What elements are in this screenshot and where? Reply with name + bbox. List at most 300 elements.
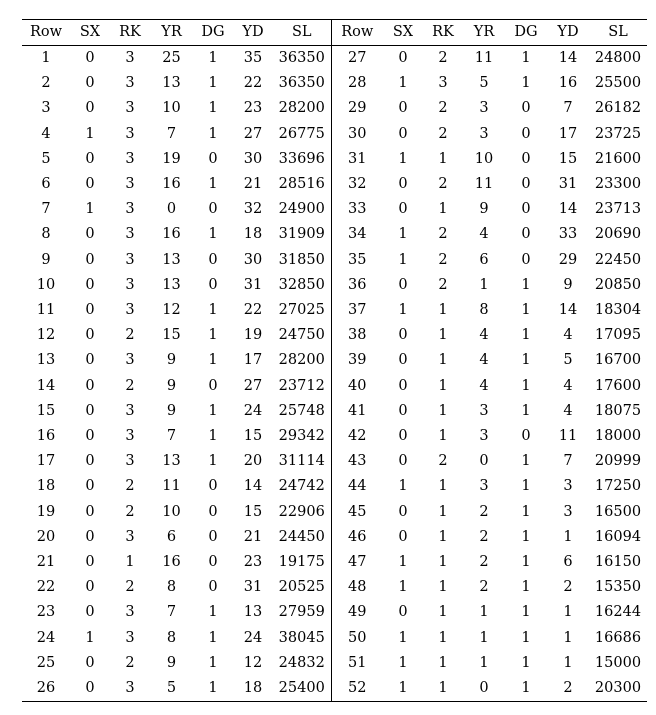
table-cell: 16244 [594, 604, 642, 621]
table-cell: 4 [479, 226, 489, 243]
table-cell: 7 [166, 125, 177, 142]
table-cell: 15 [558, 150, 578, 167]
table-cell: 1 [398, 150, 408, 167]
table-cell: 15 [36, 402, 56, 419]
table-cell: 0 [85, 528, 95, 545]
table-cell: 49 [348, 604, 367, 621]
table-cell: 0 [85, 453, 95, 470]
table-cell: 16 [162, 226, 181, 243]
table-cell: 7 [166, 428, 177, 445]
table-cell: 1 [208, 629, 218, 646]
table-row [22, 399, 647, 424]
table-cell: 1 [521, 528, 531, 545]
table-cell: 2 [479, 554, 489, 571]
column-header-yd-right: YD [547, 20, 589, 46]
table-cell: 1 [521, 453, 531, 470]
table-cell: 16094 [594, 528, 642, 545]
table-cell: 33696 [273, 147, 331, 172]
table-row [22, 474, 647, 499]
table-cell: 1 [438, 352, 448, 369]
table-cell: 9 [41, 251, 51, 268]
table-cell: 13 [162, 276, 181, 293]
table-cell: 3 [125, 50, 135, 66]
table-cell: 7 [563, 453, 573, 470]
table-cell: 18 [36, 478, 56, 495]
table-cell: 21 [243, 528, 263, 545]
column-header-yd-left: YD [233, 20, 273, 46]
table-cell: 1 [85, 201, 95, 218]
table-cell: 1 [438, 150, 448, 167]
table-cell: 0 [398, 402, 408, 419]
table-cell: 1 [398, 251, 408, 268]
table-cell: 27 [243, 125, 263, 142]
table-cell: 0 [398, 276, 408, 293]
table-cell: 3 [125, 201, 135, 218]
table-cell: 0 [398, 377, 408, 394]
table-cell: 0 [208, 150, 218, 167]
table-cell: 16 [36, 428, 56, 445]
table-cell: 1 [438, 654, 448, 671]
table-cell: 0 [85, 503, 95, 520]
table-cell: 2 [125, 654, 135, 671]
table-row [22, 147, 647, 172]
table-cell: 1 [398, 579, 408, 596]
table-cell: 1 [423, 676, 463, 702]
table-cell: 8 [41, 226, 51, 243]
table-cell: 1 [521, 327, 531, 344]
table-cell: 2 [41, 75, 51, 92]
table-cell: 0 [398, 201, 408, 218]
table-cell: 11 [474, 50, 494, 66]
table-cell: 23713 [594, 201, 642, 218]
table-cell: 6 [563, 554, 573, 571]
table-cell: 24832 [273, 651, 331, 676]
table-cell: 3 [125, 100, 135, 117]
table-cell: 0 [398, 604, 408, 621]
table-row [22, 626, 647, 651]
table-cell: 1 [521, 604, 531, 621]
table-cell: 0 [398, 428, 408, 445]
table-cell: 1 [521, 50, 531, 66]
table-cell: 18000 [594, 428, 642, 445]
table-cell: 1 [85, 629, 95, 646]
table-cell: 1 [563, 629, 573, 646]
table-cell: 1 [398, 226, 408, 243]
table-row [22, 550, 647, 575]
table-cell: 0 [521, 100, 531, 117]
table-cell: 2 [438, 251, 448, 268]
table-cell: 3 [125, 402, 135, 419]
table-cell: 31 [348, 150, 367, 167]
table-cell: 6 [166, 528, 177, 545]
table-row [22, 46, 647, 72]
table-cell: 15 [243, 503, 263, 520]
table-cell: 14 [558, 201, 578, 218]
table-cell: 3 [110, 676, 150, 702]
table-cell: 0 [85, 226, 95, 243]
table-cell: 6 [479, 251, 489, 268]
table-cell: 0 [208, 276, 218, 293]
table-cell: 10 [474, 150, 494, 167]
table-cell: 29 [348, 100, 367, 117]
table-cell: 0 [166, 201, 177, 218]
table-cell: 1 [521, 402, 531, 419]
table-cell: 11 [558, 428, 578, 445]
table-row [22, 71, 647, 96]
table-cell: 16686 [594, 629, 642, 646]
table-cell: 0 [463, 676, 505, 702]
table-cell: 0 [521, 201, 531, 218]
table-cell: 3 [125, 629, 135, 646]
table-cell: 3 [125, 276, 135, 293]
table-cell: 1 [438, 503, 448, 520]
table-cell: 31 [243, 579, 263, 596]
table-cell: 3 [125, 428, 135, 445]
table-cell: 22 [243, 75, 263, 92]
table-cell: 16 [162, 176, 181, 193]
table-cell: 35 [348, 251, 367, 268]
table-cell: 0 [85, 276, 95, 293]
table-cell: 0 [85, 352, 95, 369]
table-cell: 31850 [273, 248, 331, 273]
table-cell: 15 [162, 327, 181, 344]
table-row [22, 248, 647, 273]
table-row [22, 500, 647, 525]
table-cell: 2 [125, 327, 135, 344]
table-cell: 0 [208, 251, 218, 268]
table-row [22, 449, 647, 474]
table-cell: 0 [85, 302, 95, 319]
table-cell: 1 [398, 629, 408, 646]
table-cell: 3 [479, 402, 489, 419]
table-cell: 3 [479, 428, 489, 445]
table-cell: 1 [521, 579, 531, 596]
table-cell: 1 [521, 352, 531, 369]
table-cell: 1 [479, 654, 489, 671]
table-cell: 23725 [594, 125, 642, 142]
table-cell: 3 [125, 352, 135, 369]
table-cell: 1 [521, 377, 531, 394]
table-cell: 12 [36, 327, 56, 344]
table-cell: 19175 [273, 550, 331, 575]
table-cell: 1 [438, 327, 448, 344]
table-row [22, 298, 647, 323]
table-cell: 4 [563, 327, 573, 344]
table-cell: 41 [348, 402, 367, 419]
column-header-sx-right: SX [383, 20, 423, 46]
table-cell: 23712 [273, 374, 331, 399]
table-cell: 2 [438, 125, 448, 142]
table-cell: 19 [162, 150, 181, 167]
table-cell: 1 [398, 554, 408, 571]
table-cell: 36350 [273, 71, 331, 96]
table-cell: 0 [208, 503, 218, 520]
table-cell: 18304 [594, 302, 642, 319]
table-cell: 0 [85, 327, 95, 344]
table-cell: 0 [85, 377, 95, 394]
table-cell: 17 [558, 125, 578, 142]
table-cell: 4 [41, 125, 51, 142]
table-cell: 8 [166, 579, 177, 596]
table-cell: 1 [383, 676, 423, 702]
table-cell: 0 [398, 528, 408, 545]
table-cell: 15350 [594, 579, 642, 596]
table-cell: 48 [348, 579, 367, 596]
table-cell: 31 [243, 276, 263, 293]
table-cell: 5 [479, 75, 489, 92]
table-cell: 0 [85, 251, 95, 268]
table-cell: 30 [348, 125, 367, 142]
table-cell: 39 [348, 352, 367, 369]
table-cell: 15 [243, 428, 263, 445]
table-cell: 0 [85, 50, 95, 66]
table-cell: 1 [208, 428, 218, 445]
table-cell: 40 [348, 377, 367, 394]
table-cell: 3 [125, 150, 135, 167]
table-cell: 2 [125, 478, 135, 495]
table-cell: 24450 [273, 525, 331, 550]
table-row [22, 600, 647, 625]
table-cell: 1 [479, 629, 489, 646]
table-cell: 13 [36, 352, 56, 369]
table-cell: 17 [243, 352, 263, 369]
table-row [22, 348, 647, 373]
table-cell: 5 [41, 150, 51, 167]
table-cell: 25748 [273, 399, 331, 424]
table-cell: 1 [438, 554, 448, 571]
table-row [22, 525, 647, 550]
column-header-sl-right: SL [589, 20, 647, 46]
table-cell: 24 [243, 402, 263, 419]
table-cell: 22450 [594, 251, 642, 268]
column-header-yr-left: YR [150, 20, 193, 46]
table-row [22, 424, 647, 449]
table-cell: 10 [162, 100, 181, 117]
table-row [22, 323, 647, 348]
table-cell: 18 [243, 226, 263, 243]
table-cell: 17 [36, 453, 56, 470]
table-cell: 21 [36, 554, 56, 571]
table-cell: 20850 [594, 276, 642, 293]
table-cell: 1 [208, 402, 218, 419]
table-cell: 20690 [594, 226, 642, 243]
table-cell: 0 [398, 503, 408, 520]
table-cell: 34 [348, 226, 367, 243]
table-cell: 1 [563, 528, 573, 545]
column-header-dg-left: DG [193, 20, 233, 46]
table-cell: 0 [85, 402, 95, 419]
table-cell: 20 [243, 453, 263, 470]
table-cell: 1 [208, 226, 218, 243]
table-cell: 22906 [273, 500, 331, 525]
table-cell: 5 [563, 352, 573, 369]
table-cell: 1 [208, 50, 218, 66]
table-cell: 19 [243, 327, 263, 344]
table-cell: 1 [521, 554, 531, 571]
table-cell: 29342 [273, 424, 331, 449]
table-cell: 12 [162, 302, 181, 319]
header-row [22, 20, 647, 46]
table-cell: 10 [36, 276, 56, 293]
table-cell: 13 [162, 453, 181, 470]
table-cell: 1 [521, 302, 531, 319]
table-cell: 1 [438, 201, 448, 218]
table-cell: 27025 [273, 298, 331, 323]
table-cell: 1 [521, 629, 531, 646]
table-cell: 7 [41, 201, 51, 218]
table-cell: 2 [438, 50, 448, 66]
table-cell: 2 [125, 503, 135, 520]
table-cell: 24 [36, 629, 56, 646]
table-cell: 14 [243, 478, 263, 495]
table-row [22, 197, 647, 222]
table-cell: 36350 [273, 46, 331, 72]
table-cell: 28516 [273, 172, 331, 197]
table-cell: 13 [162, 251, 181, 268]
table-cell: 2 [479, 503, 489, 520]
table-cell: 24742 [273, 474, 331, 499]
table-cell: 3 [479, 125, 489, 142]
table-cell: 23300 [594, 176, 642, 193]
table-cell: 0 [85, 654, 95, 671]
table-cell: 0 [398, 100, 408, 117]
column-header-yr-right: YR [463, 20, 505, 46]
table-cell: 1 [208, 654, 218, 671]
table-cell: 1 [85, 125, 95, 142]
table-cell: 0 [85, 150, 95, 167]
table-cell: 1 [208, 125, 218, 142]
table-cell: 25 [36, 654, 56, 671]
table-cell: 1 [208, 352, 218, 369]
table-cell: 9 [166, 402, 177, 419]
table-cell: 21 [243, 176, 263, 193]
table-cell: 20300 [589, 676, 647, 702]
table-cell: 1 [563, 604, 573, 621]
table-cell: 3 [41, 100, 51, 117]
table-cell: 3 [438, 75, 448, 92]
table-cell: 11 [474, 176, 494, 193]
table-cell: 0 [208, 478, 218, 495]
table-cell: 1 [438, 402, 448, 419]
table-cell: 8 [166, 629, 177, 646]
table-cell: 0 [208, 579, 218, 596]
table-cell: 1 [208, 604, 218, 621]
table-body [22, 46, 647, 702]
table-cell: 0 [208, 377, 218, 394]
table-cell: 0 [85, 428, 95, 445]
table-cell: 1 [398, 654, 408, 671]
table-row [22, 676, 647, 702]
table-cell: 1 [505, 676, 547, 702]
table-cell: 2 [438, 100, 448, 117]
table-cell: 51 [348, 654, 367, 671]
table-cell: 37 [348, 302, 367, 319]
table-cell: 17600 [594, 377, 642, 394]
table-cell: 23 [36, 604, 56, 621]
table-row [22, 122, 647, 147]
table-cell: 30 [243, 251, 263, 268]
table-cell: 1 [563, 654, 573, 671]
table-cell: 42 [348, 428, 367, 445]
table-cell: 0 [398, 125, 408, 142]
table-cell: 16700 [594, 352, 642, 369]
table-cell: 1 [438, 377, 448, 394]
table-cell: 4 [563, 402, 573, 419]
table-cell: 28200 [273, 96, 331, 121]
table-cell: 18075 [594, 402, 642, 419]
table-cell: 1 [438, 629, 448, 646]
table-cell: 47 [348, 554, 367, 571]
column-header-dg-right: DG [505, 20, 547, 46]
table-cell: 3 [125, 302, 135, 319]
table-row [22, 172, 647, 197]
table-cell: 27959 [273, 600, 331, 625]
table-cell: 1 [521, 478, 531, 495]
table-cell: 1 [479, 604, 489, 621]
table-cell: 1 [208, 327, 218, 344]
table-cell: 3 [563, 478, 573, 495]
table-cell: 3 [125, 604, 135, 621]
table-cell: 0 [85, 176, 95, 193]
table-cell: 16 [162, 554, 181, 571]
table-cell: 22 [243, 302, 263, 319]
table-cell: 0 [479, 453, 489, 470]
table-cell: 0 [521, 226, 531, 243]
table-cell: 3 [125, 453, 135, 470]
table-cell: 17250 [594, 478, 642, 495]
table-cell: 13 [162, 75, 181, 92]
table-cell: 0 [398, 453, 408, 470]
table-cell: 38045 [273, 626, 331, 651]
table-cell: 17095 [594, 327, 642, 344]
table-cell: 11 [162, 478, 181, 495]
table-cell: 20 [36, 528, 56, 545]
table-cell: 38 [348, 327, 367, 344]
table-cell: 31909 [273, 222, 331, 247]
table-cell: 0 [521, 428, 531, 445]
table-header [22, 20, 647, 46]
table-cell: 2 [438, 226, 448, 243]
table-cell: 1 [208, 100, 218, 117]
table-cell: 2 [438, 453, 448, 470]
table-cell: 9 [166, 654, 177, 671]
table-cell: 31114 [273, 449, 331, 474]
table-cell: 3 [125, 176, 135, 193]
table-cell: 1 [438, 428, 448, 445]
table-cell: 33 [348, 201, 367, 218]
table-cell: 23 [243, 554, 263, 571]
table-cell: 0 [208, 528, 218, 545]
table-cell: 26182 [594, 100, 642, 117]
table-cell: 4 [479, 352, 489, 369]
table-cell: 7 [563, 100, 573, 117]
table-cell: 32 [348, 176, 367, 193]
table-cell: 2 [479, 528, 489, 545]
table-cell: 3 [479, 100, 489, 117]
table-cell: 4 [563, 377, 573, 394]
table-cell: 0 [85, 554, 95, 571]
table-row [22, 273, 647, 298]
table-cell: 1 [208, 302, 218, 319]
table-cell: 2 [563, 579, 573, 596]
table-cell: 20525 [273, 575, 331, 600]
table-row [22, 96, 647, 121]
table-cell: 21600 [594, 150, 642, 167]
table-cell: 14 [558, 50, 578, 66]
table-cell: 24 [243, 629, 263, 646]
table-cell: 45 [348, 503, 367, 520]
table-cell: 2 [479, 579, 489, 596]
